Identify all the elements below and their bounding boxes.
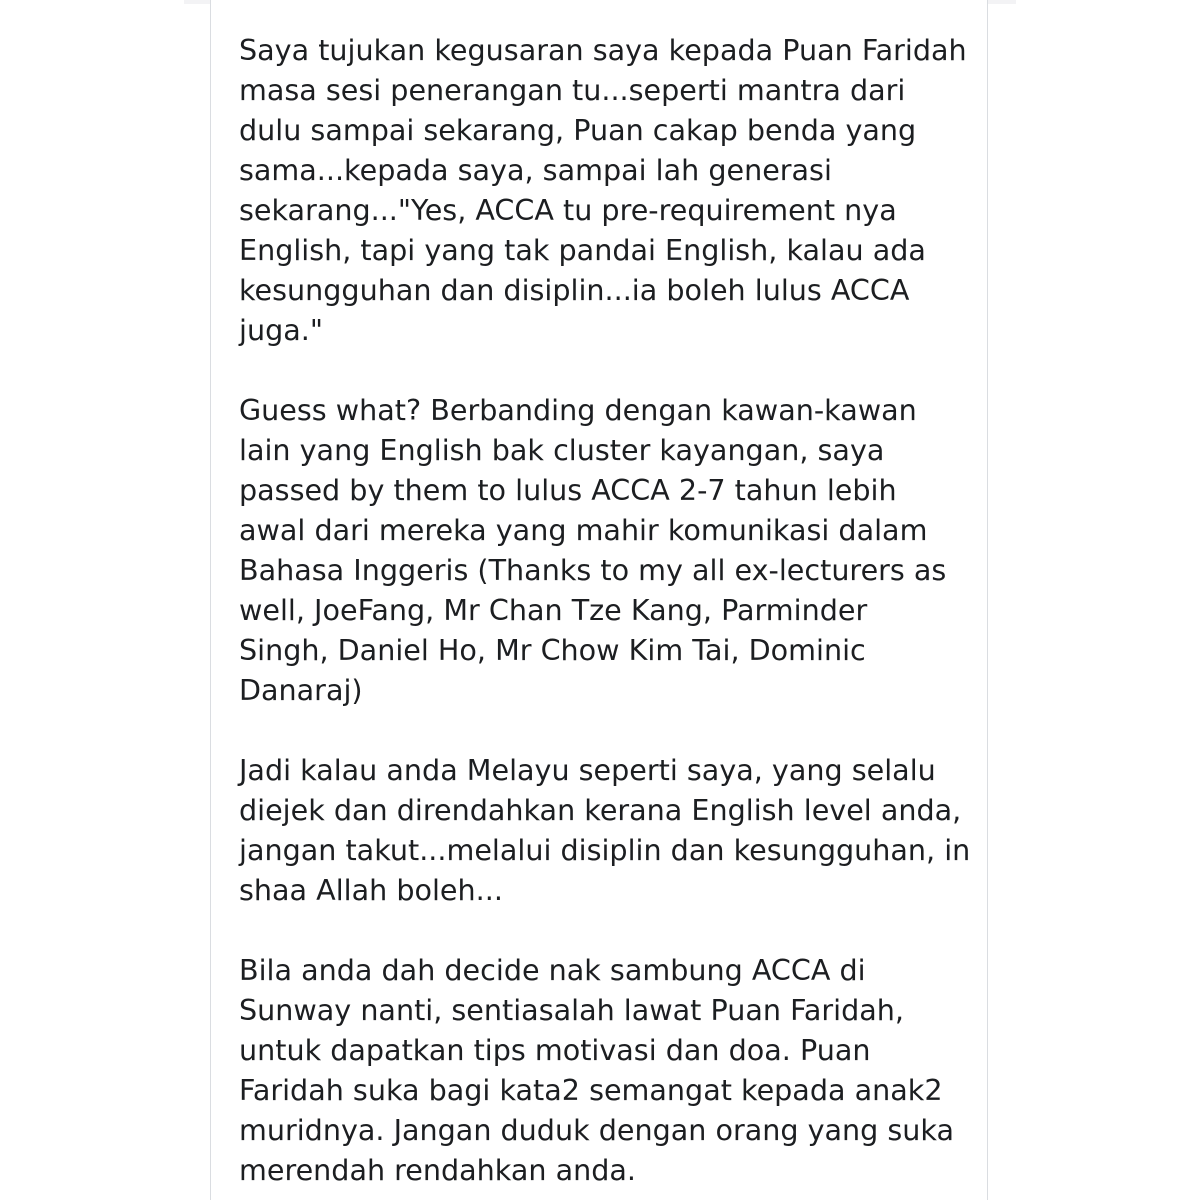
post-paragraph-1 xyxy=(239,30,979,350)
text-line: Bila anda dah decide nak sambung ACCA di xyxy=(239,953,866,987)
text-line: diejek dan direndahkan kerana English level anda, xyxy=(239,793,962,827)
post-paragraph-4 xyxy=(239,950,979,1190)
text-line: masa sesi penerangan tu...seperti mantra dari xyxy=(239,73,906,107)
text-line: shaa Allah boleh... xyxy=(239,873,503,907)
text-line: merendah rendahkan anda. xyxy=(239,1153,637,1187)
text-line: Faridah suka bagi kata2 semangat kepada anak2 xyxy=(239,1073,943,1107)
text-line: Bahasa Inggeris (Thanks to my all ex-lecturers as xyxy=(239,553,947,587)
post-paragraph-2 xyxy=(239,390,979,710)
text-line: lain yang English bak cluster kayangan, saya xyxy=(239,433,885,467)
text-line: muridnya. Jangan duduk dengan orang yang suka xyxy=(239,1113,955,1147)
text-line: awal dari mereka yang mahir komunikasi dalam xyxy=(239,513,928,547)
text-line: untuk dapatkan tips motivasi dan doa. Puan xyxy=(239,1033,871,1067)
text-line: Jadi kalau anda Melayu seperti saya, yang selalu xyxy=(239,753,936,787)
text-line: Danaraj) xyxy=(239,673,363,707)
post-paragraph-3 xyxy=(239,750,979,910)
text-line: well, JoeFang, Mr Chan Tze Kang, Parminder xyxy=(239,593,868,627)
text-line: passed by them to lulus ACCA 2-7 tahun lebih xyxy=(239,473,897,507)
text-line: Saya tujukan kegusaran saya kepada Puan Faridah xyxy=(239,33,967,67)
text-line: sekarang..."Yes, ACCA tu pre-requirement nya xyxy=(239,193,897,227)
text-line: English, tapi yang tak pandai English, kalau ada xyxy=(239,233,926,267)
text-line: Guess what? Berbanding dengan kawan-kawan xyxy=(239,393,917,427)
text-line: Sunway nanti, sentiasalah lawat Puan Faridah, xyxy=(239,993,904,1027)
text-line: Singh, Daniel Ho, Mr Chow Kim Tai, Dominic xyxy=(239,633,866,667)
text-line: jangan takut...melalui disiplin dan kesungguhan, in xyxy=(239,833,971,867)
post-body xyxy=(239,30,979,1200)
text-line: dulu sampai sekarang, Puan cakap benda yang xyxy=(239,113,917,147)
text-line: kesungguhan dan disiplin...ia boleh lulus ACCA xyxy=(239,273,910,307)
post-card xyxy=(210,0,988,1200)
text-line: juga." xyxy=(239,313,323,347)
text-line: sama...kepada saya, sampai lah generasi xyxy=(239,153,832,187)
